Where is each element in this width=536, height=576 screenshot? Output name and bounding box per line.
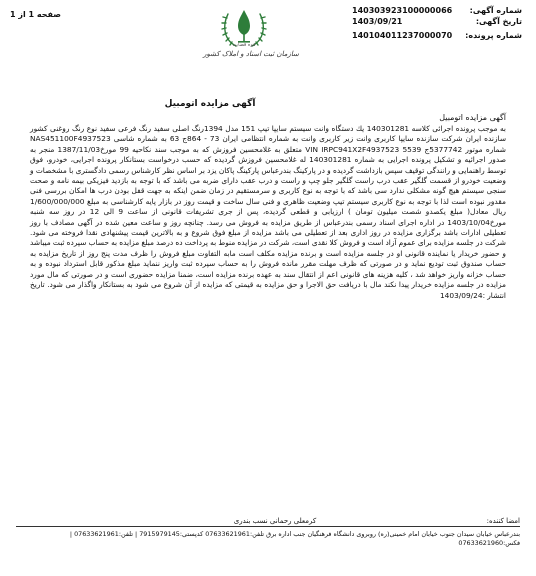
org-short-name: قوه قضاییه [232,42,256,48]
case-number-row [352,31,522,42]
notice-subtitle: آگهی مزایده اتومبیل [439,113,506,122]
signer-label: امضا کننده: [486,517,520,525]
signer-name: کرمعلی رحمانی نسب بندری [233,517,317,525]
page-number: صفحه 1 از 1 [10,10,61,19]
notice-title: آگهی مزایده اتومبیل [164,99,256,109]
notice-meta [352,6,522,42]
office-address: بندرعباس خیابان سیدان جنوب خیابان امام خمینی(ره) روبروی دانشگاه فرهنگیان جنب اداره برق تلفن:07633621961 کدپستی:7915979145 | تلفن:07633621961 | فکس:07633621960 [69,530,520,547]
notice-number-label: شماره آگهی: [469,6,522,15]
notice-number-row [352,6,522,17]
notice-date-row [352,17,522,28]
case-number-label: شماره پرونده: [465,31,522,40]
case-number: 140104011237000070 [352,31,453,40]
notice-date-label: تاریخ آگهی: [475,16,522,26]
org-name: سازمان ثبت اسناد و املاک کشور [203,50,299,58]
notice-number: 140303923100000066 [352,6,453,15]
notice-body: به موجب پرونده اجرائی کلاسه 140301281 یك دستگاه وانت سیستم سایپا تیپ 151 مدل 1394رنگ اصلی سفید رنگ فرعی سفید نوع رنگ روغنی کشور سازنده ایران شرکت سازنده سایپا کاربری وانت زیر کاربری وانت به شماره انتظامی ایران 73 - 864ج 63 به شماره شاسی NAS451100F4937523 شماره موتور 5377742ج 5539 VIN IRPC941X2F4937523 متعلق به غلامحسین فروزش که به موجب سند نکاحیه 99 مورخ1387/11/03 منجر به صدور اجرائیه و تشکیل پرونده اجرایی به شماره 140301281 له غلامحسین فروزش گردیده که حسب درخواست بستانکار پرونده اجرایی، خودرو، فوق توسط راهنمایی و رانندگی توقیف سپس بازداشت گردیده و در پارکینگ بندرعباس پارکینگ پاکان یزد بر اساس نظر کارشناس رسمی دادگستری با مشخصات و وضعیت خودرو از قسمت گلگیر عقب درب راست گلگیر جلو چپ و راست و درب عقب دارای ضربه می باشد که با توجه به بازدید فیزیکی بیمه نامه و صحت سنجی سیستم هیچ گونه مشکلی ندارد سی باشد که با توجه به نوع کاربری و سرمستقیم در زمان ضمن اینکه به جهت قفل بودن درب ها امکان بررسی فنی مقدور نبوده است لذا با توجه به نوع کاربری سیستم تیپ وضعیت ظاهری و فنی سال ساخت و قیمت روز در بازار پایه کارشناسی به مبلغ 1/600/000/000 ریال معادل( مبلغ یکصدو شصت میلیون تومان ) ارزیابی و قطعی گردیده، پس از جری تشریفات قانونی از ساعت 9 الی 12 در روز سه شنبه مورخ1403/10/04 در اداره اجرای اسناد رسمی بندرعباس از طریق مزایده به فروش می رسد. چنانچه روز و ساعت معین شده در آگهی مصادف با روز تعطیلی ادارات باشد برگزاری مزایده در روز اداری بعد از تعطیلی می باشد مزایده از مبلغ فوق شروع و به بالاترین قیمت پیشنهادی نقدا فروخته می شود. شرکت در جلسه مزایده برای عموم آزاد است و فروش کلا نقدی است، شرکت در مزایده منوط به پرداخت ده درصد مبلغ مزایده به حساب سپرده ثبت میباشد و حضور خریدار یا نماینده قانونی او در جلسه مزایده است و برنده مزایده مکلف است مابه التفاوت مبلغ فروش را ظرف مدت پنج روز از تاریخ مزایده به حساب صندوق ثبت تودیع نماید و در صورتی که ظرف مهلت مقرر مانده فروش را به حساب سپرده ثبت واریز ننماید مبلغ مذکور قابل استرداد نبوده و به حساب خزانه واریز خواهد شد ، کلیه هزینه های قانونی اعم از انتقال سند به عهده برنده مزایده است، ضمنا مزایده حضوری است و در صورتی که مال مورد مزایده در جلسه مزایده خریدار پیدا نکند مال با دریافت حق الاجرا و حق مزایده به قیمتی که مزایده از آن شروع می شود به بستانکار واگذار می شود. تاریخ انتشار :1403/09/24 [30,124,507,300]
notice-date: 1403/09/21 [352,16,403,26]
footer-divider [16,526,520,527]
